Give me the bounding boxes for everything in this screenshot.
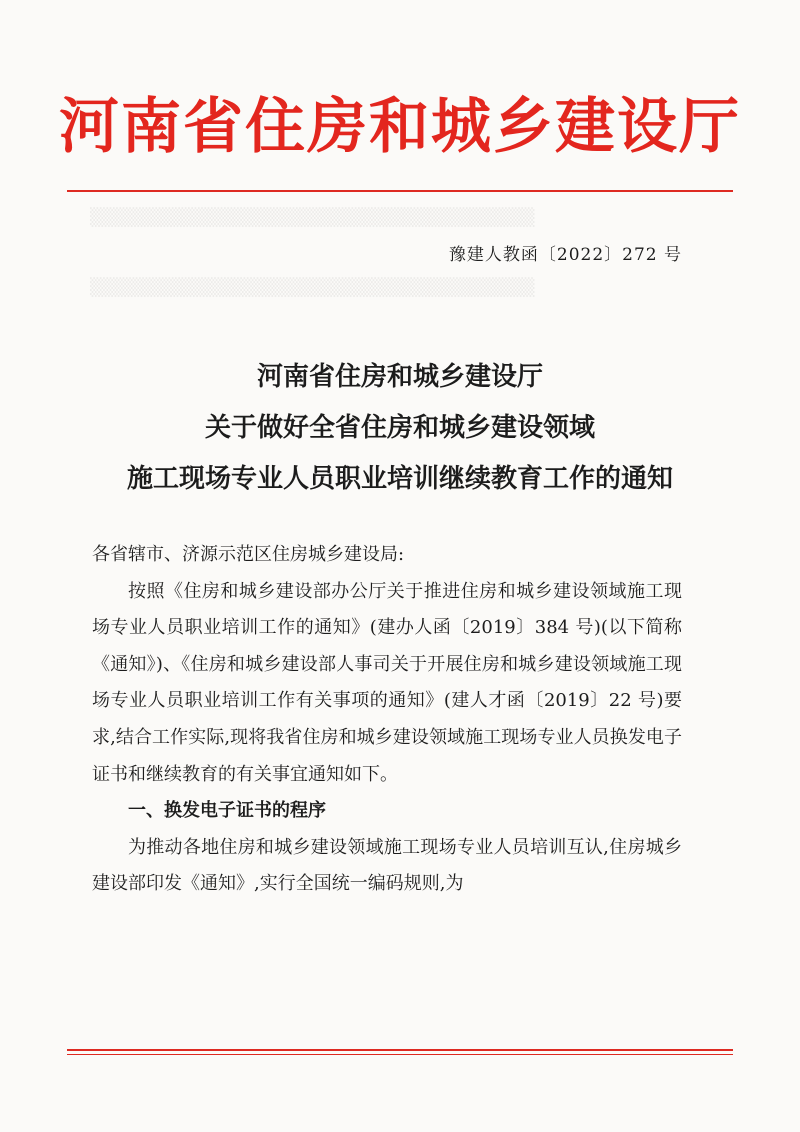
issuing-authority-header: 河南省住房和城乡建设厅 bbox=[59, 92, 741, 162]
footer-red-rule bbox=[67, 1049, 733, 1051]
title-line-1: 河南省住房和城乡建设厅 bbox=[256, 362, 543, 392]
paragraph-intro: 按照《住房和城乡建设部办公厅关于推进住房和城乡建设领域施工现场专业人员职业培训工作的通知》(建办人函〔2019〕384 号)(以下简称《通知》)、《住房和城乡建设部人事司关于开展住房和城乡建设领域施工现场专业人员职业培训工作有关事项的通知》(建人才函〔2019〕22 号)要求,结合工作实际,现将我省住房和城乡建设领域施工现场专业人员换发电子证书和继续教育的有关事宜通知如下。 bbox=[92, 580, 682, 785]
title-line-2: 关于做好全省住房和城乡建设领域 bbox=[204, 413, 595, 443]
footer-red-rule-thin bbox=[67, 1054, 733, 1055]
notice-title bbox=[0, 352, 800, 505]
paragraph-section1: 为推动各地住房和城乡建设领域施工现场专业人员培训互认,住房城乡建设部印发《通知》,实行全国统一编码规则,为 bbox=[92, 836, 682, 895]
bleed-through-texture: ▒▒▒▒▒▒▒▒▒▒▒▒▒▒▒▒▒▒▒▒▒▒▒▒▒▒▒▒▒▒▒▒▒▒ bbox=[90, 208, 535, 228]
salutation: 各省辖市、济源示范区住房城乡建设局: bbox=[92, 544, 405, 565]
header-red-rule bbox=[67, 190, 733, 192]
notice-body bbox=[92, 537, 682, 903]
title-line-3: 施工现场专业人员职业培训继续教育工作的通知 bbox=[126, 464, 673, 494]
document-number: 豫建人教函〔2022〕272 号 bbox=[448, 245, 682, 265]
bleed-through-texture: ▒▒▒▒▒▒▒▒▒▒▒▒▒▒▒▒▒▒▒▒▒▒▒▒▒▒▒▒▒▒▒▒▒▒ bbox=[90, 278, 535, 298]
section-heading-1: 一、换发电子证书的程序 bbox=[128, 800, 326, 822]
